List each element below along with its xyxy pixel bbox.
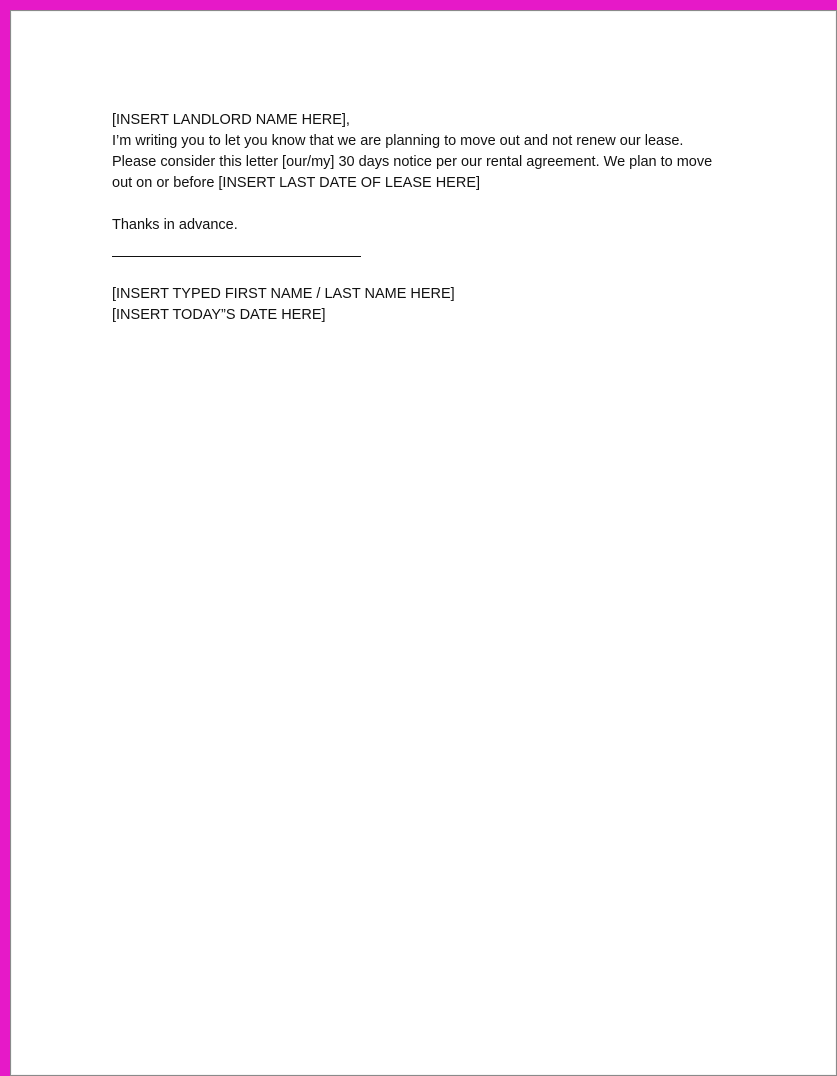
- body-line: I’m writing you to let you know that we are planning to move out and not renew our lease.: [112, 133, 684, 149]
- closing: Thanks in advance.: [112, 217, 238, 233]
- paragraph-gap: [112, 194, 752, 215]
- body-line: Please consider this letter [our/my] 30 days notice per our rental agreement. We plan to move: [112, 154, 713, 170]
- signature-date: [INSERT TODAY”S DATE HERE]: [112, 307, 326, 323]
- signature-name: [INSERT TYPED FIRST NAME / LAST NAME HERE]: [112, 286, 455, 302]
- paragraph-gap: [112, 257, 752, 284]
- salutation: [INSERT LANDLORD NAME HERE],: [112, 112, 350, 128]
- body-line: out on or before [INSERT LAST DATE OF LEASE HERE]: [112, 175, 481, 191]
- letter-body: [112, 110, 752, 326]
- document-page: [10, 10, 837, 1076]
